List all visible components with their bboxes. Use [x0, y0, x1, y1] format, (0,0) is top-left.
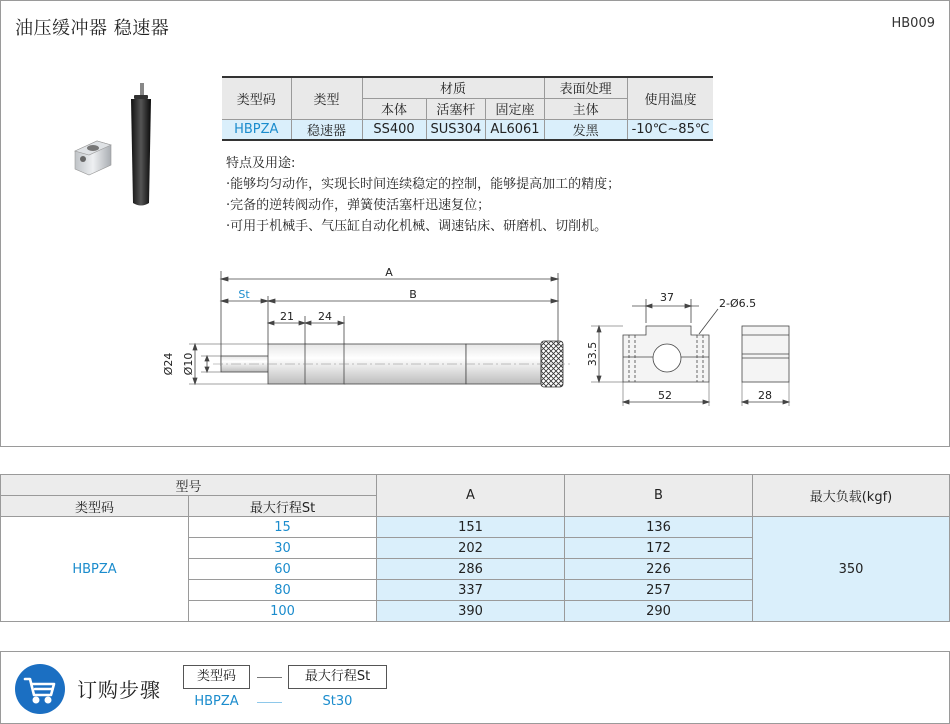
feature-item: ·完备的逆转阀动作，弹簧使活塞杆迅速复位；: [226, 198, 491, 213]
order-step-stroke: 最大行程St: [288, 665, 387, 689]
order-value-connector: [257, 702, 282, 703]
b-cell: 172: [565, 538, 753, 559]
spec-type-code[interactable]: HBPZA: [222, 119, 291, 140]
dia-10-label: Ø10: [182, 352, 195, 376]
dim-st-label: St: [238, 288, 250, 301]
th-type: 类型: [291, 77, 362, 119]
dim-24-label: 24: [318, 310, 332, 323]
th-load: 最大负载(kgf): [753, 475, 950, 517]
order-value-stroke: St30: [322, 694, 353, 709]
a-cell: 390: [377, 601, 565, 622]
stroke-cell[interactable]: 80: [189, 580, 377, 601]
dim-21-label: 21: [280, 310, 294, 323]
th-stroke: 最大行程St: [189, 496, 377, 517]
load-cell: 350: [753, 517, 950, 622]
order-step-type-code: 类型码: [183, 665, 250, 689]
product-image: [67, 81, 177, 211]
dim-b-label: B: [409, 288, 417, 301]
th-a: A: [377, 475, 565, 517]
spec-type: 稳速器: [291, 119, 362, 140]
dim-33-5-label: 33.5: [586, 341, 599, 367]
stroke-cell[interactable]: 100: [189, 601, 377, 622]
dim-28-label: 28: [758, 389, 772, 402]
th-main: 主体: [544, 98, 627, 119]
spec-surface: 发黑: [544, 119, 627, 140]
order-title: 订购步骤: [77, 678, 161, 702]
model-table: [0, 474, 950, 622]
product-code: HB009: [891, 16, 935, 31]
th-type-code: 类型码: [1, 496, 189, 517]
stroke-cell[interactable]: 30: [189, 538, 377, 559]
feature-item: ·可用于机械手、气压缸自动化机械、调速钻床、研磨机、切削机。: [226, 219, 608, 234]
th-temp: 使用温度: [627, 77, 713, 119]
stroke-cell[interactable]: 60: [189, 559, 377, 580]
a-cell: 337: [377, 580, 565, 601]
page-title: 油压缓冲器 稳速器: [15, 18, 170, 39]
order-value-type-code: HBPZA: [194, 694, 239, 709]
cart-icon: [15, 664, 65, 714]
a-cell: 151: [377, 517, 565, 538]
spec-temp: -10℃~85℃: [627, 119, 713, 140]
a-cell: 202: [377, 538, 565, 559]
th-material: 材质: [362, 77, 544, 98]
stroke-cell[interactable]: 15: [189, 517, 377, 538]
spec-body: SS400: [362, 119, 426, 140]
b-cell: 290: [565, 601, 753, 622]
b-cell: 136: [565, 517, 753, 538]
b-cell: 257: [565, 580, 753, 601]
a-cell: 286: [377, 559, 565, 580]
th-surface: 表面处理: [544, 77, 627, 98]
dim-37-label: 37: [660, 291, 674, 304]
th-rod: 活塞杆: [426, 98, 486, 119]
b-cell: 226: [565, 559, 753, 580]
dim-a-label: A: [385, 266, 393, 279]
dia-24-label: Ø24: [162, 352, 175, 376]
th-model-group: 型号: [1, 475, 377, 496]
spec-table: [222, 76, 713, 141]
spec-rod: SUS304: [426, 119, 486, 140]
dim-52-label: 52: [658, 389, 672, 402]
technical-drawing: [1, 256, 949, 416]
th-mount: 固定座: [486, 98, 544, 119]
features: [226, 153, 620, 237]
holes-label: 2-Ø6.5: [719, 297, 757, 310]
model-type-code[interactable]: HBPZA: [1, 517, 189, 622]
features-heading: 特点及用途:: [226, 156, 296, 171]
feature-item: ·能够均匀动作，实现长时间连续稳定的控制，能够提高加工的精度；: [226, 177, 621, 192]
order-connector: [257, 677, 282, 678]
spec-mount: AL6061: [486, 119, 544, 140]
th-b: B: [565, 475, 753, 517]
th-type-code: 类型码: [222, 77, 291, 119]
th-body: 本体: [362, 98, 426, 119]
order-steps-panel: [0, 651, 950, 724]
